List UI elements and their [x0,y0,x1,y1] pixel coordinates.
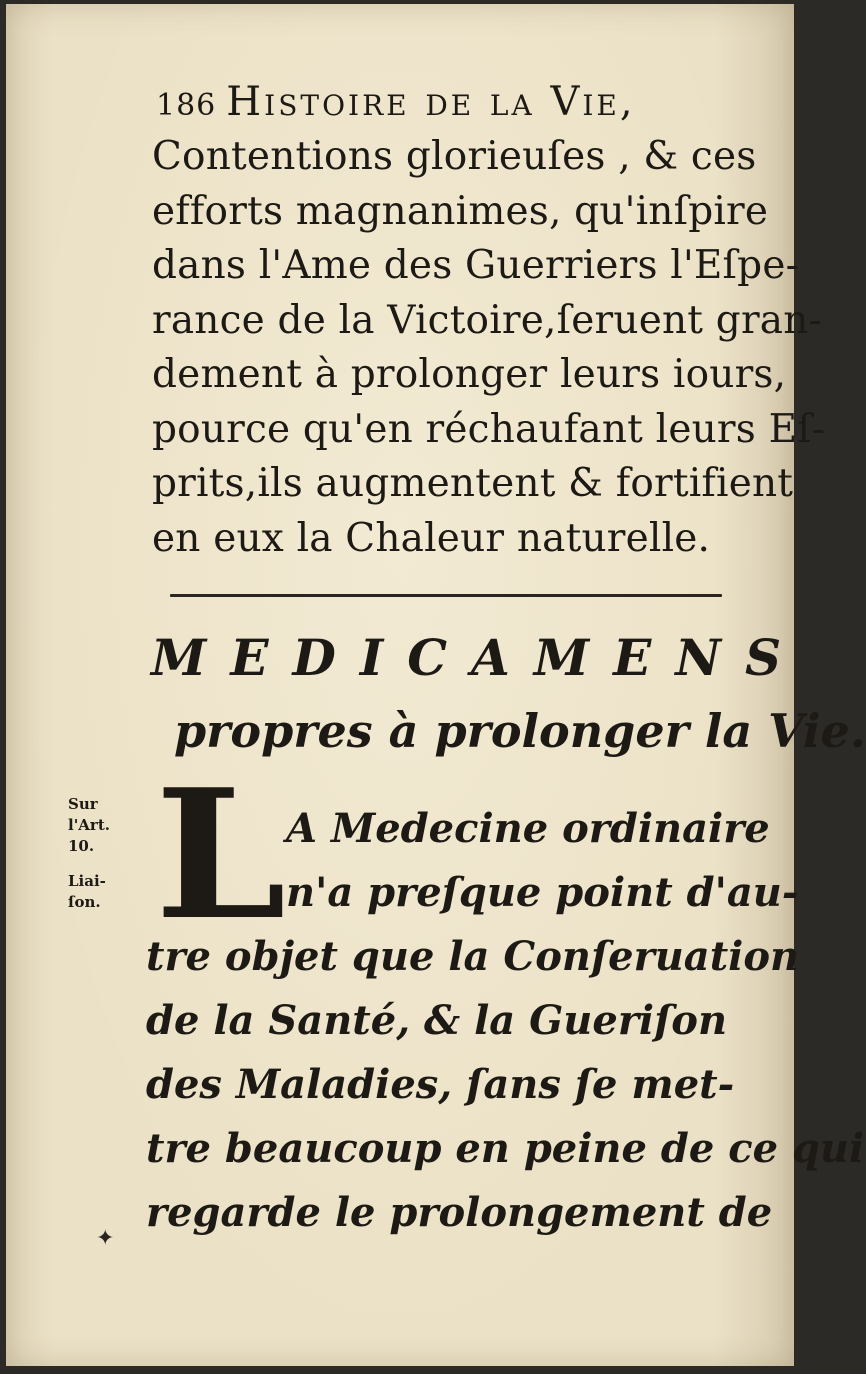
text-line: pource qu'en réchaufant leurs Eſ- [152,406,826,452]
margin-note-line: 10. [68,837,95,855]
text-line: dement à prolonger leurs iours, [152,352,787,397]
text-line: efforts magnanimes, qu'inſpire [152,188,769,234]
section-title: MEDICAMENS [151,628,806,687]
margin-note-line: Sur [68,795,98,813]
margin-note-liaison [68,871,138,913]
text-line: dans l'Ame des Guerriers l'Eſpe- [152,243,799,288]
section-divider-rule [170,594,722,597]
text-line: n'a preſque point d'au- [286,869,799,916]
printer-ornament-icon: ✦ [96,1226,115,1251]
text-line: des Maladies, ſans ſe met- [146,1061,735,1108]
text-line: regarde le prolongement de [146,1189,773,1236]
text-line: prits,ils augmentent & fortifient [152,461,794,506]
italic-paragraph [146,797,865,1245]
running-head [156,76,756,132]
text-line: rance de la Victoire,ſeruent gran- [152,297,822,343]
running-head-title: Histoire de la Vie, [226,79,636,125]
text-line: tre beaucoup en peine de ce qui [146,1125,865,1172]
text-line: A Medecine ordinaire [286,805,770,852]
text-line: de la Santé, & la Gueriſon [146,997,728,1044]
page-number: 186 [156,88,217,123]
margin-note-line: Liai- [68,872,106,890]
book-page [6,4,866,1366]
roman-paragraph [152,130,826,566]
margin-note-article [68,794,138,857]
text-line: tre objet que la Conſeruation [146,933,800,980]
text-line: Contentions glorieuſes , & ces [152,134,757,179]
margin-note-line: ſon. [68,893,101,911]
margin-notes [68,794,138,927]
text-line: en eux la Chaleur naturelle. [152,515,711,561]
margin-note-line: l'Art. [68,816,110,834]
drop-cap: L [154,750,287,959]
section-subtitle: propres à prolonger la Vie. [174,704,866,758]
